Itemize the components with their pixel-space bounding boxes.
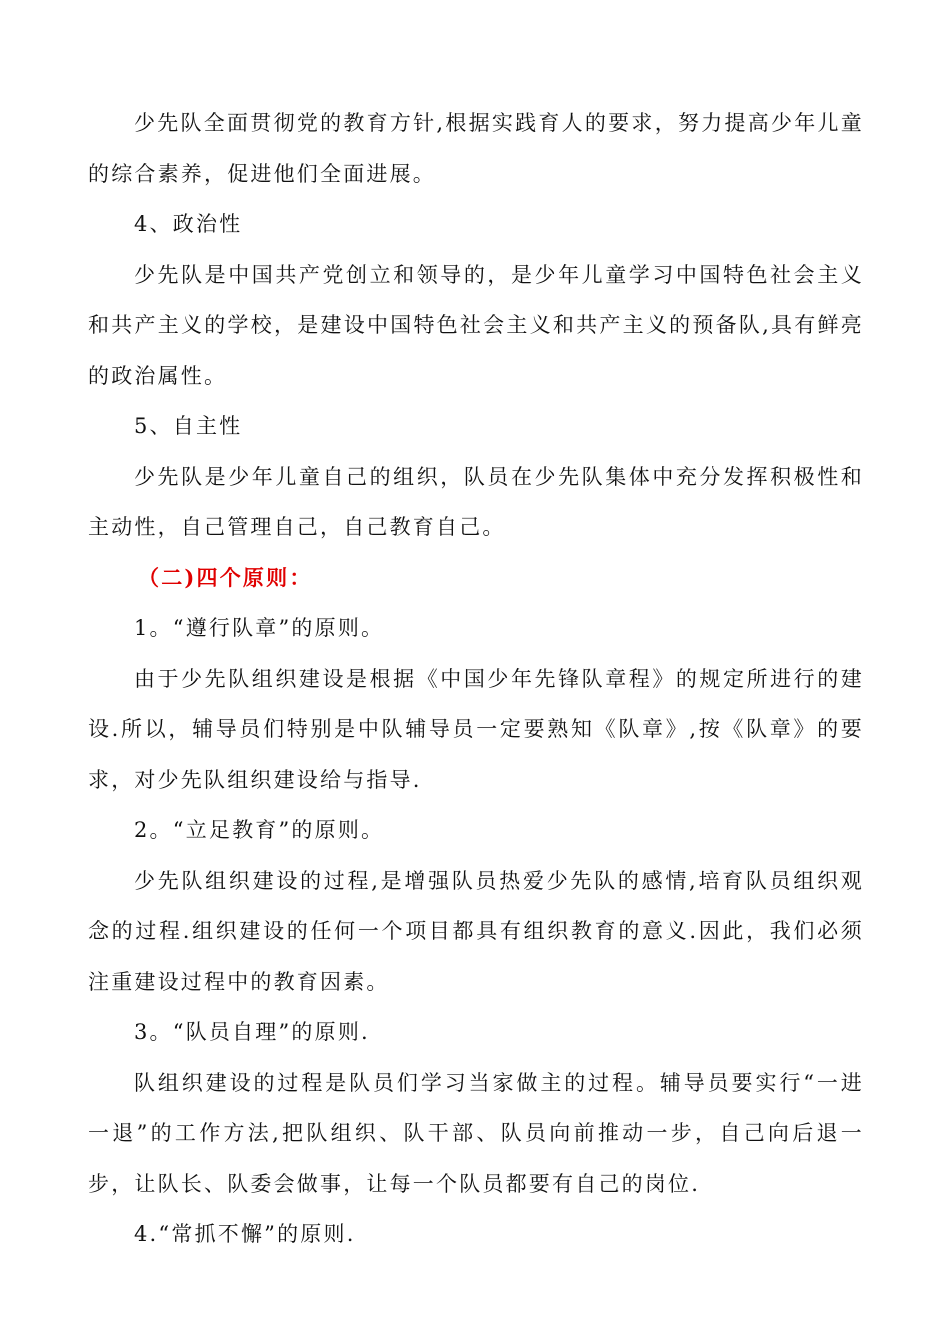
- heading-political: 4、政治性: [134, 212, 243, 236]
- principle-1-title: 1。“遵行队章”的原则。: [134, 616, 385, 640]
- paragraph-principle-3: 队组织建设的过程是队员们学习当家做主的过程。辅导员要实行“一进一退”的工作方法,把队组织、队干部、队员向前推动一步，自己向后退一步，让队长、队委会做事，让每一个队员都要有自己的岗位.: [88, 1070, 864, 1196]
- heading-autonomy: 5、自主性: [134, 414, 243, 438]
- principle-4-title: 4.“常抓不懈”的原则.: [134, 1222, 356, 1246]
- principle-3-title: 3。“队员自理”的原则.: [134, 1020, 370, 1044]
- principle-2-title: 2。“立足教育”的原则。: [134, 818, 385, 842]
- paragraph-comprehensive-quality: 少先队全面贯彻党的教育方针,根据实践育人的要求，努力提高少年儿童的综合素养，促进他们全面进展。: [88, 111, 864, 186]
- paragraph-autonomy: 少先队是少年儿童自己的组织，队员在少先队集体中充分发挥积极性和主动性，自己管理自己，自己教育自己。: [88, 464, 864, 539]
- document-page: [88, 98, 864, 1260]
- paragraph-political: 少先队是中国共产党创立和领导的，是少年儿童学习中国特色社会主义和共产主义的学校，是建设中国特色社会主义和共产主义的预备队,具有鲜亮的政治属性。: [88, 262, 864, 388]
- paragraph-principle-2: 少先队组织建设的过程,是增强队员热爱少先队的感情,培育队员组织观念的过程.组织建设的任何一个项目都具有组织教育的意义.因此，我们必须注重建设过程中的教育因素。: [88, 868, 864, 994]
- paragraph-principle-1: 由于少先队组织建设是根据《中国少年先锋队章程》的规定所进行的建设.所以，辅导员们特别是中队辅导员一定要熟知《队章》,按《队章》的要求，对少先队组织建设给与指导.: [88, 666, 864, 792]
- section-heading-four-principles: （二)四个原则：: [138, 564, 313, 590]
